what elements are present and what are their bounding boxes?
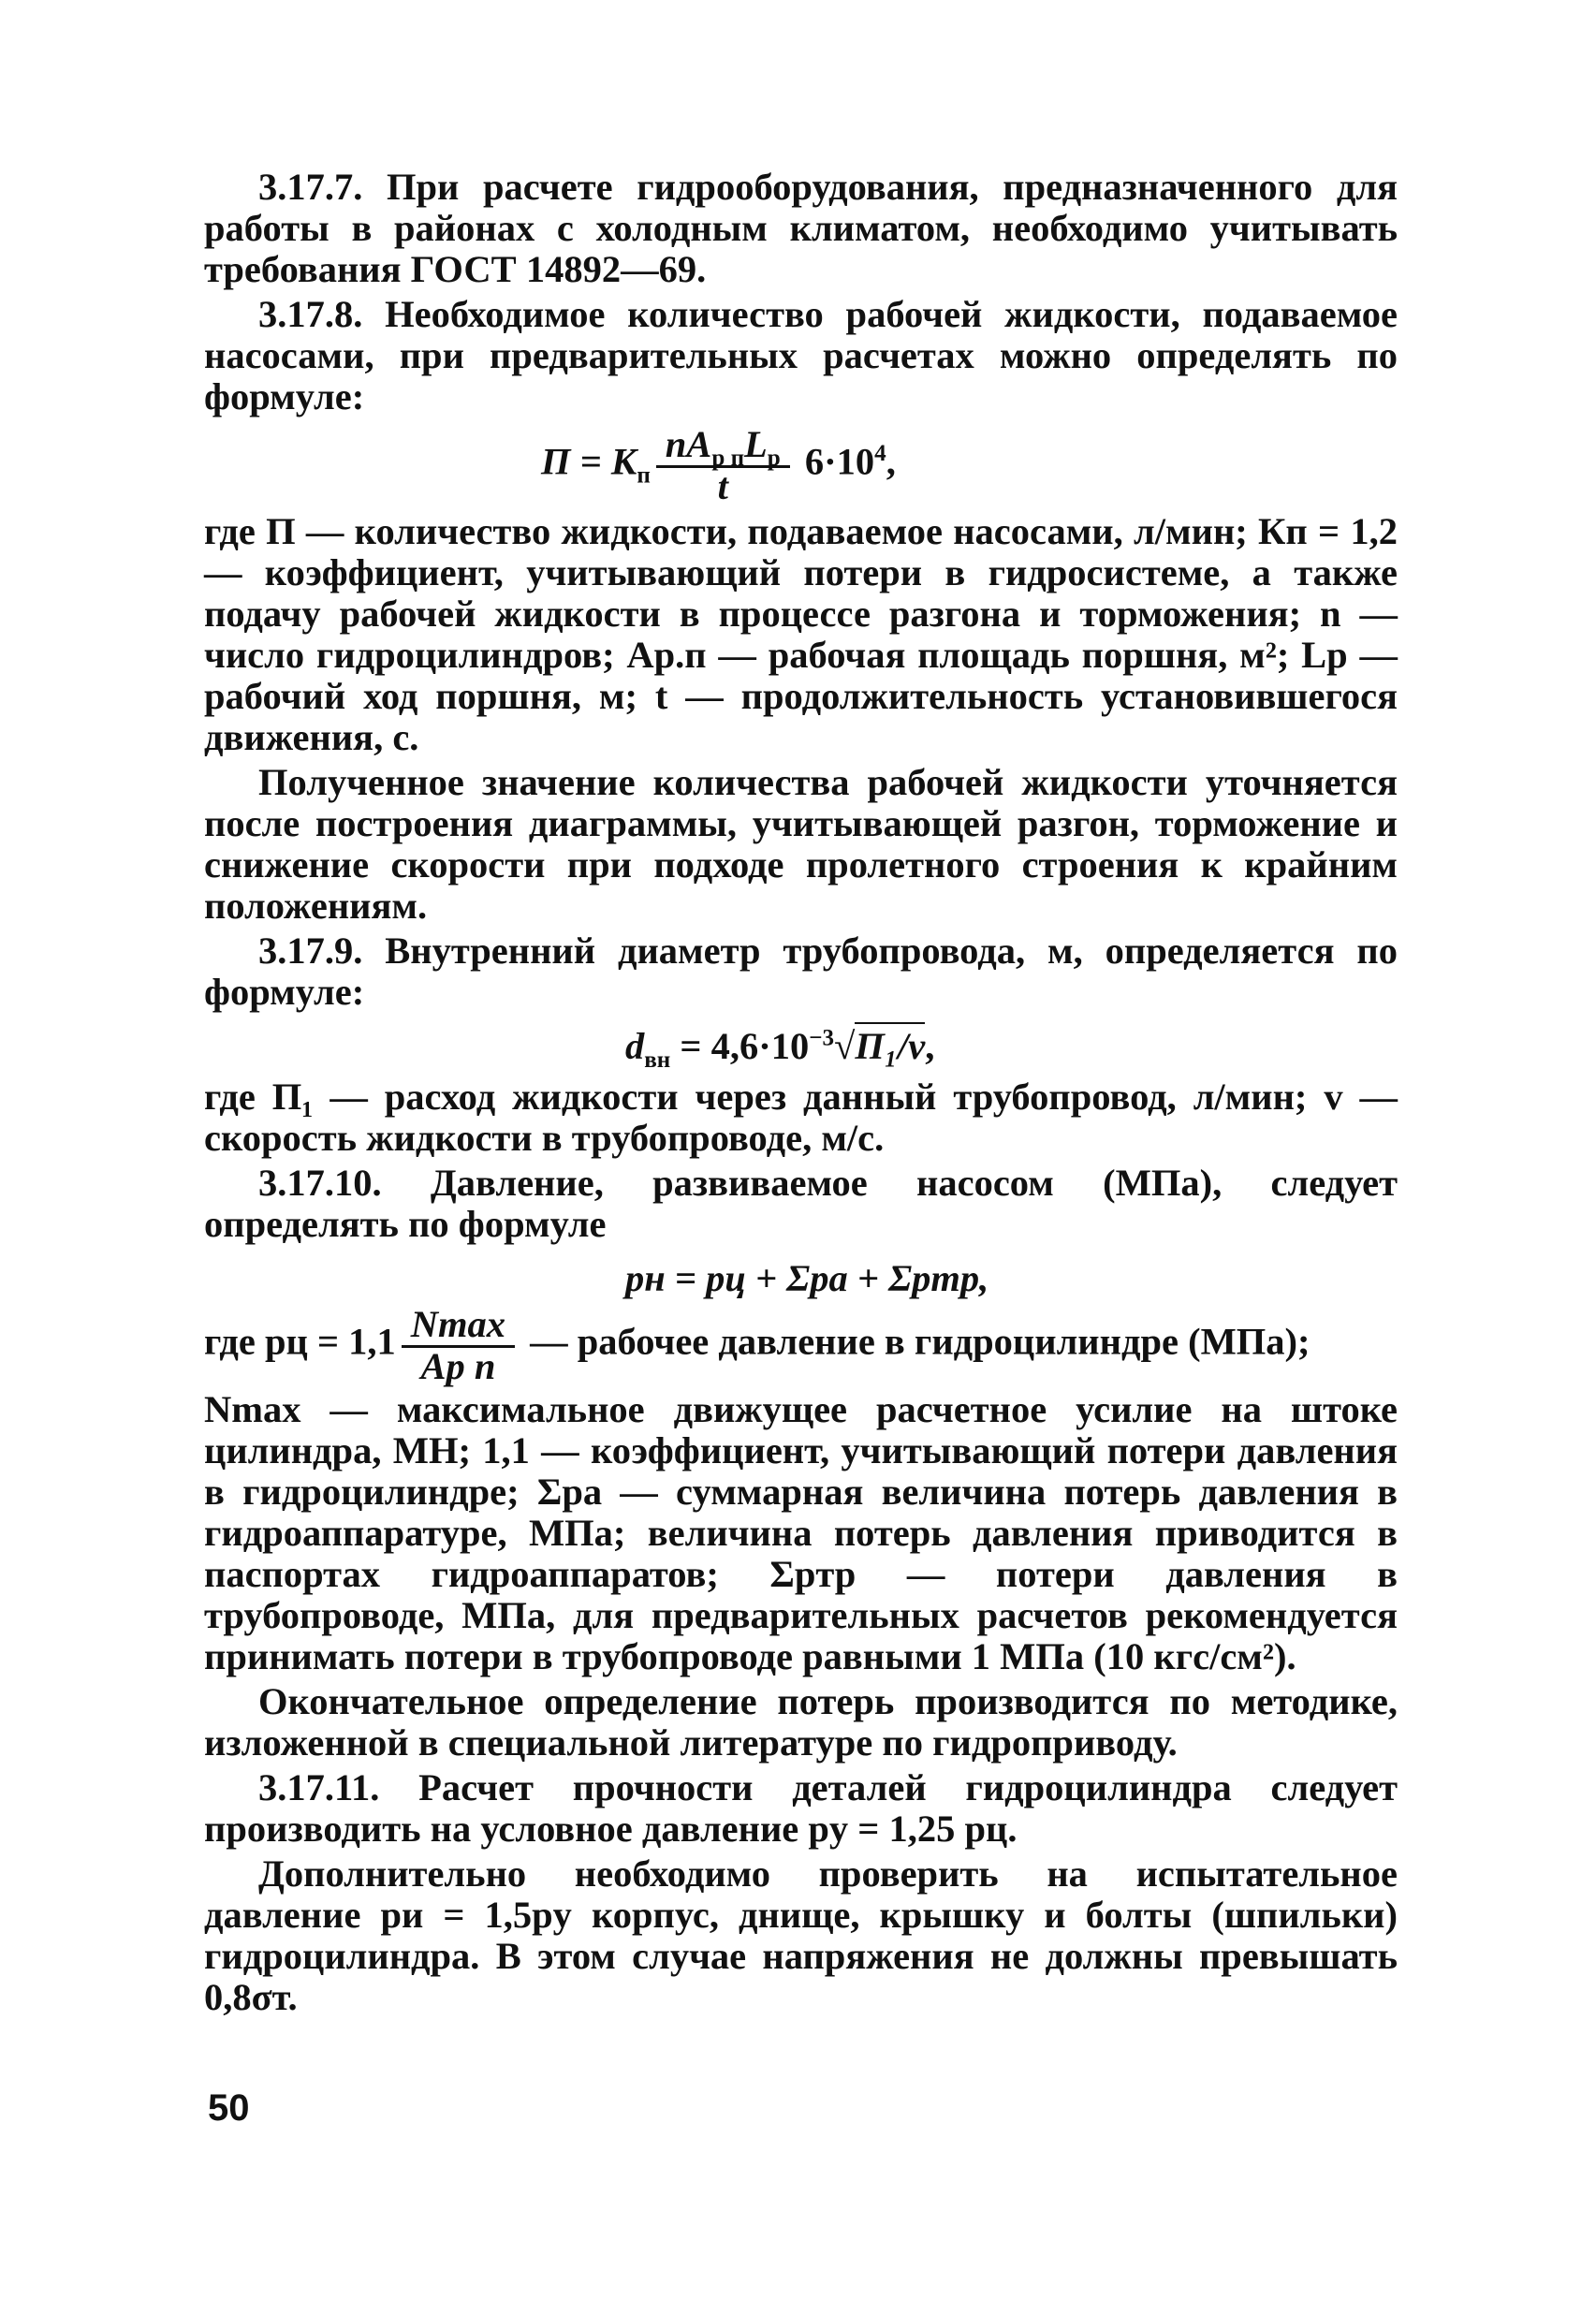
- paragraph-3-17-9: 3.17.9. Внутренний диаметр трубопровода, м, определяется по формуле:: [204, 930, 1398, 1013]
- formula-pressure: pн = pц + Σpа + Σpтр,: [625, 1257, 989, 1299]
- where-pressure-rest: Nmax — максимальное движущее расчетное усилие на штоке цилиндра, МН; 1,1 — коэффициент, учитывающий потери давления в гидроцилиндре; Σpа — суммарная величина потерь давления в гидроаппаратуре, МПа; величина потерь давления приводится в паспортах гидроаппаратов; Σpтр — потери давления в трубопроводе, МПа, для предварительных расчетов рекомендуется принимать потери в трубопроводе равными 1 МПа (10 кгс/см²).: [204, 1388, 1398, 1677]
- formula-diameter: $d_{вн} = 4,6\cdot 10^{-3}√П_1/v$,: [204, 1026, 1398, 1067]
- where-diameter: где П₁ — расход жидкости через данный трубопровод, л/мин; v — скорость жидкости в трубопроводе, м/с.: [204, 1076, 1398, 1159]
- formula-flow-fraction: $\frac{nA_{р п}L_р}{t}$: [656, 425, 790, 505]
- paragraph-3-17-11: 3.17.11. Расчет прочности деталей гидроцилиндра следует производить на условное давление pу = 1,25 pц.: [204, 1766, 1398, 1850]
- document-page: [204, 167, 1398, 2018]
- paragraph-3-17-10: 3.17.10. Давление, развиваемое насосом (МПа), следует определять по формуле: [204, 1162, 1398, 1245]
- pressure-fraction: $\frac{Nmax}{\text{Ap п}}$: [402, 1305, 515, 1385]
- paragraph-final-losses: Окончательное определение потерь производится по методике, изложенной в специальной литературе по гидроприводу.: [204, 1680, 1398, 1764]
- paragraph-test-pressure: Дополнительно необходимо проверить на испытательное давление pи = 1,5pу корпус, днище, крышку и болты (шпильки) гидроцилиндра. В этом случае напряжения не должны превышать 0,8σт.: [204, 1852, 1398, 2018]
- page-number: 50: [208, 2087, 250, 2129]
- where-flow: где П — количество жидкости, подаваемое насосами, л/мин; Кп = 1,2 — коэффициент, учитывающий потери в гидросистеме, а также подачу рабочей жидкости в процессе разгона и торможения; n — число гидроцилиндров; Ар.п — рабочая площадь поршня, м²; Lр — рабочий ход поршня, м; t — продолжительность установившегося движения, с.: [204, 510, 1398, 758]
- where-pressure-line: где pц = 1,1 $\frac{Nmax}{\text{Ap п}}$ — рабочее давление в гидроцилиндре (МПа);: [204, 1303, 1310, 1387]
- paragraph-3-17-8: 3.17.8. Необходимое количество рабочей жидкости, подаваемое насосами, при предварительных расчетах можно определять по формуле:: [204, 293, 1398, 417]
- formula-flow: $П = К_п$ $\frac{nA_{р п}L_р}{t}$ $6\cdot 10^4$,: [541, 423, 896, 507]
- paragraph-3-17-7: 3.17.7. При расчете гидрооборудования, предназначенного для работы в районах с холодным климатом, необходимо учитывать требования ГОСТ 14892—69.: [204, 166, 1398, 290]
- paragraph-refine: Полученное значение количества рабочей жидкости уточняется после построения диаграммы, учитывающей разгон, торможение и снижение скорости при подходе пролетного строения к крайним положениям.: [204, 761, 1398, 927]
